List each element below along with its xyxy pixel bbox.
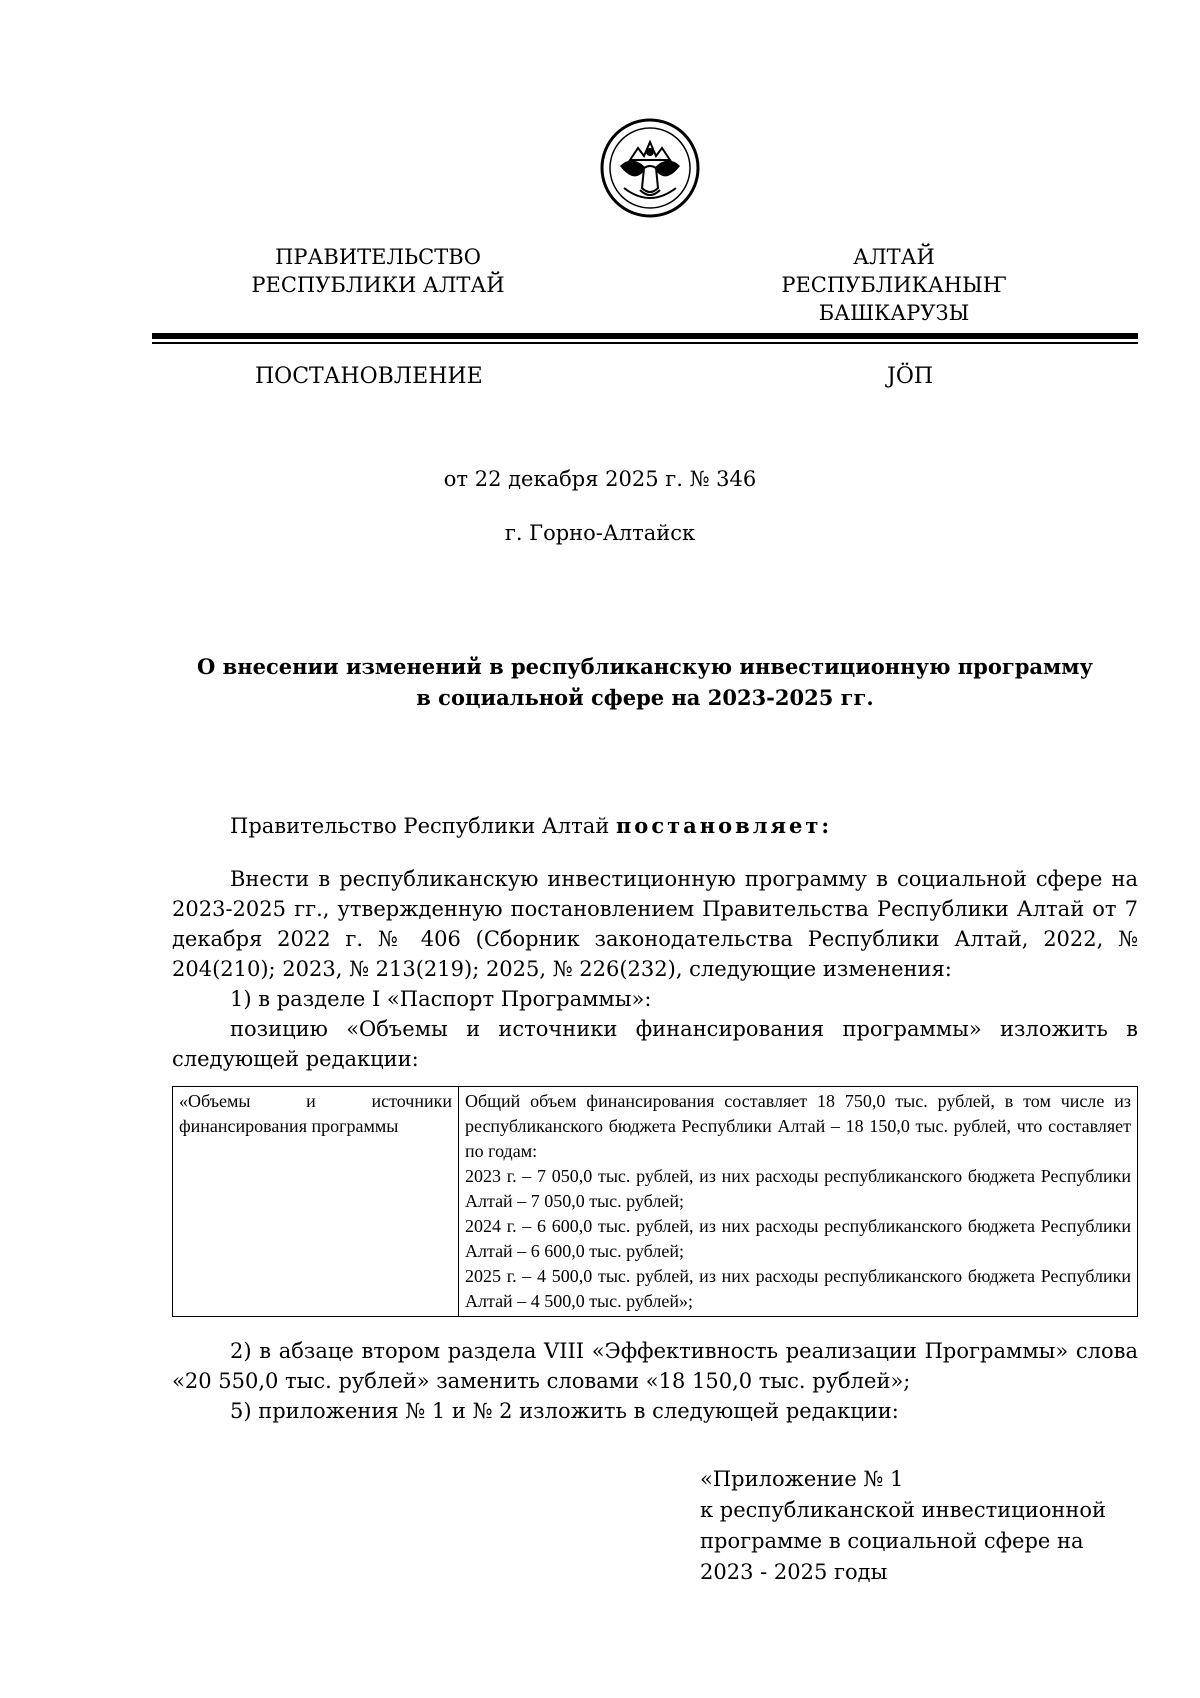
header-left-line-2: РЕСПУБЛИКИ АЛТАЙ [251,273,505,297]
table-line: Общий объем финансирования составляет 18 750,0 тыс. рублей, в том числе из республиканского бюджета Республики Алтай – 18 150,0 тыс. рублей, что составляет по годам: [465,1091,1131,1161]
paragraph-2: 1) в разделе I «Паспорт Программы»: [230,987,652,1011]
intro-paragraph [172,811,1138,841]
document-title [152,651,1138,713]
intro-text: Правительство Республики Алтай [230,814,616,838]
republic-altai-emblem-icon [600,118,700,218]
date-line: от 22 декабря 2025 г. № 346 [443,467,757,491]
body-text-after-table [172,1336,1138,1426]
table-line: 2023 г. – 7 050,0 тыс. рублей, из них расходы республиканского бюджета Республики Алтай – 7 050,0 тыс. рублей; [465,1166,1131,1211]
paragraph-5: 5) приложения № 1 и № 2 изложить в следующей редакции: [230,1399,899,1423]
decree-label-alt: JӦП [887,364,934,389]
table-line: 2025 г. – 4 500,0 тыс. рублей, из них расходы республиканского бюджета Республики Алтай – 4 500,0 тыс. рублей»; [465,1266,1131,1311]
header-right [744,243,1044,327]
appendix-line-2: к республиканской инвестиционной [700,1498,1107,1522]
emblem [600,118,700,218]
header-rule-thick [152,333,1138,339]
intro-action: постановляет: [615,813,833,838]
appendix-header [700,1464,1140,1588]
title-line-2: в социальной сфере на 2023-2025 гг. [416,685,874,710]
financing-table [172,1086,1138,1317]
appendix-line-3: программе в социальной сфере на [700,1529,1084,1553]
paragraph-1: Внести в республиканскую инвестиционную программу в социальной сфере на 2023-2025 гг., утвержденную постановлением Правительства Республики Алтай от 7 декабря 2022 г. № 406 (Сборник законодательства Республики Алтай, 2022, № 204(210); 2023, № 213(219); 2025, № 226(232), следующие изменения: [172,867,1138,981]
table-line: 2024 г. – 6 600,0 тыс. рублей, из них расходы республиканского бюджета Республики Алтай – 6 600,0 тыс. рублей; [465,1216,1131,1261]
header-right-line-1: АЛТАЙ РЕСПУБЛИКАНЫҤ [781,245,1007,297]
header-right-line-2: БАШКАРУЗЫ [818,301,970,325]
paragraph-4: 2) в абзаце втором раздела VIII «Эффективность реализации Программы» слова «20 550,0 тыс. рублей» заменить словами «18 150,0 тыс. рублей»; [172,1339,1138,1393]
header-left-line-1: ПРАВИТЕЛЬСТВО [275,245,481,269]
title-line-1: О внесении изменений в республиканскую инвестиционную программу [197,654,1093,679]
header-left [228,243,528,299]
table-cell-left: «Объемы и источники финансирования программы [173,1087,459,1317]
appendix-line-4: 2023 - 2025 годы [700,1560,888,1584]
table-cell-right [459,1087,1138,1317]
table-row [173,1087,1138,1317]
paragraph-3: позицию «Объемы и источники финансирования программы» изложить в следующей редакции: [172,1017,1138,1071]
appendix-line-1: «Приложение № 1 [700,1467,904,1491]
header-rule-thin [152,342,1138,344]
body-text [172,864,1138,1074]
decree-label-ru: ПОСТАНОВЛЕНИЕ [255,364,483,389]
city: г. Горно-Алтайск [504,521,696,545]
